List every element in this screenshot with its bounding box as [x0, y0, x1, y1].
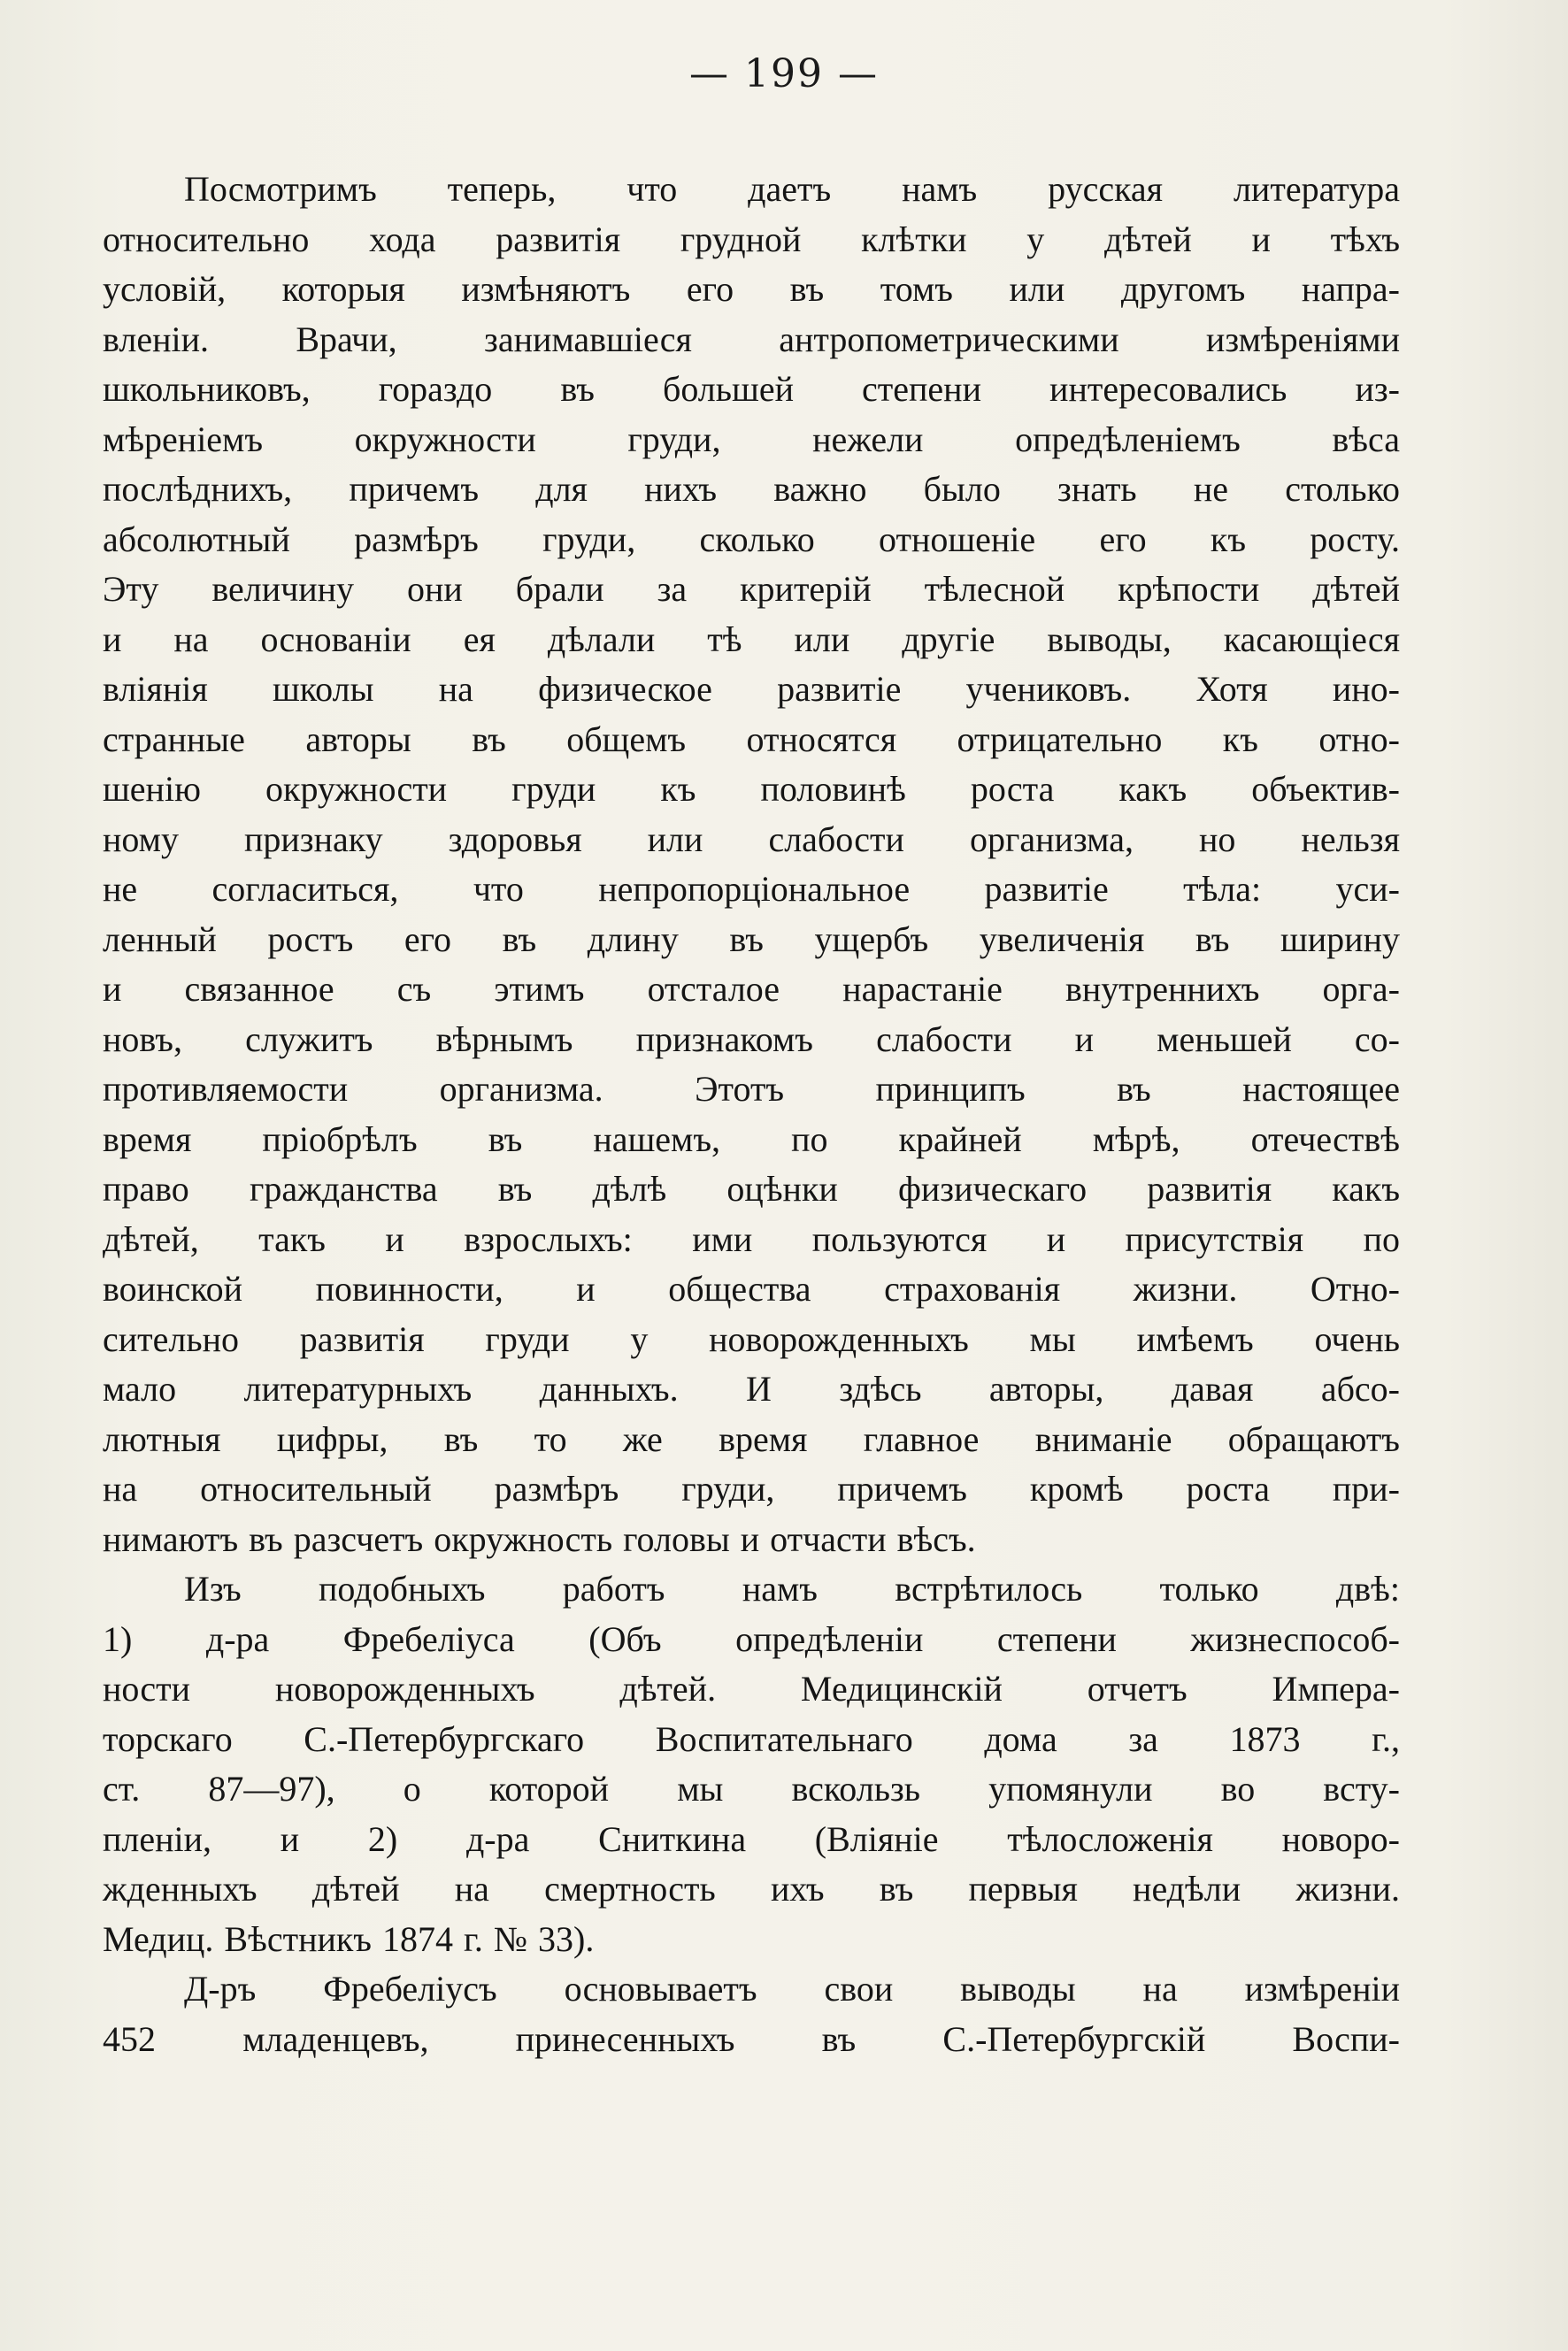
text-line: дѣтей, такъ и взрослыхъ: ими пользуются и присутствія по: [103, 1218, 1400, 1259]
text-line: на относительный размѣръ груди, причемъ кромѣ роста при-: [103, 1469, 1400, 1509]
page-number: — 199 —: [689, 51, 879, 96]
text-line: условій, которыя измѣняютъ его въ томъ или другомъ напра-: [103, 269, 1400, 309]
text-line: ности новорожденныхъ дѣтей. Медицинскій отчетъ Импера-: [103, 1669, 1400, 1709]
text-line: право гражданства въ дѣлѣ оцѣнки физическаго развитія какъ: [103, 1169, 1400, 1209]
text-line: не согласиться, что непропорціональное развитіе тѣла: уси-: [103, 869, 1400, 909]
text-line: ному признаку здоровья или слабости организма, но нельзя: [103, 818, 1400, 859]
text-line: лютныя цифры, въ то же время главное вниманіе обращаютъ: [103, 1418, 1400, 1459]
text-line: Медиц. Вѣстникъ 1874 г. № 33).: [103, 1918, 595, 1959]
text-line: нимаютъ въ разсчетъ окружность головы и отчасти вѣсъ.: [103, 1518, 976, 1559]
text-line: время пріобрѣлъ въ нашемъ, по крайней мѣрѣ, отечествѣ: [103, 1118, 1400, 1159]
text-line: Эту величину они брали за критерій тѣлесной крѣпости дѣтей: [103, 569, 1400, 609]
text-line: странные авторы въ общемъ относятся отрицательно къ отно-: [103, 718, 1400, 759]
text-line: ст. 87—97), о которой мы вскользь упомянули во всту-: [103, 1769, 1400, 1809]
text-line: Изъ подобныхъ работъ намъ встрѣтилось только двѣ:: [184, 1569, 1400, 1609]
paragraph: [103, 165, 1400, 1564]
text-line: новъ, служитъ вѣрнымъ признакомъ слабости и меньшей со-: [103, 1018, 1400, 1059]
text-line: Посмотримъ теперь, что даетъ намъ русская литература: [184, 169, 1400, 209]
text-line: жденныхъ дѣтей на смертность ихъ въ первыя недѣли жизни.: [103, 1869, 1400, 1909]
text-line: воинской повинности, и общества страхованія жизни. Отно-: [103, 1269, 1400, 1309]
text-line: шенію окружности груди къ половинѣ роста какъ объектив-: [103, 769, 1400, 809]
text-line: вленіи. Врачи, занимавшіеся антропометрическими измѣреніями: [103, 319, 1400, 359]
text-line: Д-ръ Фребеліусъ основываетъ свои выводы на измѣреніи: [184, 1969, 1400, 2009]
text-line: 452 младенцевъ, принесенныхъ въ С.-Петербургскій Воспи-: [103, 2018, 1400, 2059]
text-line: мало литературныхъ данныхъ. И здѣсь авторы, давая абсо-: [103, 1369, 1400, 1409]
text-line: школьниковъ, гораздо въ большей степени интересовались из-: [103, 369, 1400, 409]
text-line: ленный ростъ его въ длину въ ущербъ увеличенія въ ширину: [103, 918, 1400, 959]
text-line: сительно развитія груди у новорожденныхъ мы имѣемъ очень: [103, 1318, 1400, 1359]
text-line: пленіи, и 2) д-ра Сниткина (Вліяніе тѣлосложенія новоро-: [103, 1818, 1400, 1859]
body-text: [103, 165, 1400, 2064]
paragraph: [103, 1964, 1400, 2064]
text-line: и на основаніи ея дѣлали тѣ или другіе выводы, касающіеся: [103, 618, 1400, 659]
text-line: мѣреніемъ окружности груди, нежели опредѣленіемъ вѣса: [103, 419, 1400, 459]
text-line: абсолютный размѣръ груди, сколько отношеніе его къ росту.: [103, 519, 1400, 559]
text-line: вліянія школы на физическое развитіе учениковъ. Хотя ино-: [103, 669, 1400, 709]
text-line: 1) д-ра Фребеліуса (Объ опредѣленіи степени жизнеспособ-: [103, 1618, 1400, 1659]
text-line: противляемости организма. Этотъ принципъ въ настоящее: [103, 1069, 1400, 1109]
text-line: и связанное съ этимъ отсталое нарастаніе внутреннихъ орга-: [103, 969, 1400, 1009]
text-line: послѣднихъ, причемъ для нихъ важно было знать не столько: [103, 469, 1400, 509]
text-line: торскаго С.-Петербургскаго Воспитательнаго дома за 1873 г.,: [103, 1718, 1400, 1759]
text-line: относительно хода развитія грудной клѣтки у дѣтей и тѣхъ: [103, 219, 1400, 259]
paragraph: [103, 1564, 1400, 1964]
